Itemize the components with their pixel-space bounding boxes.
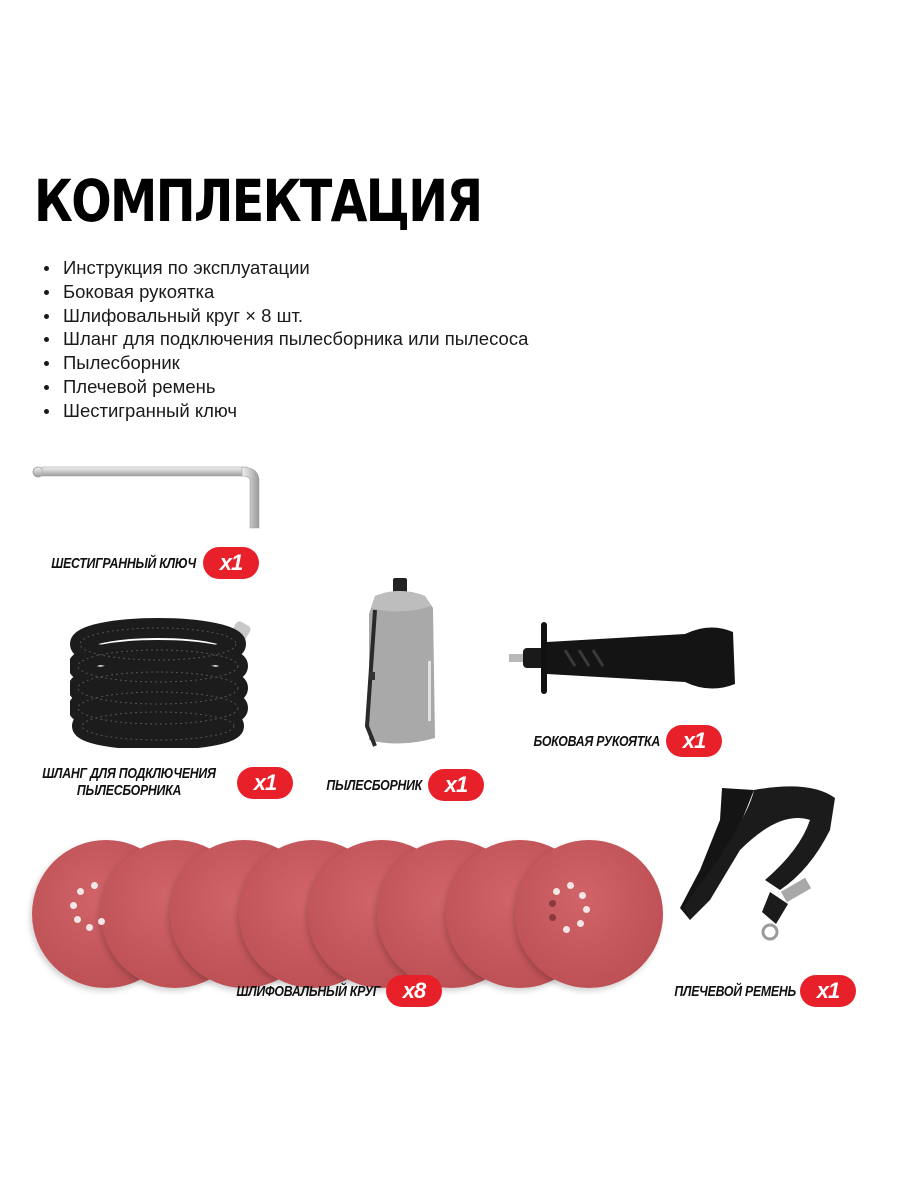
disc-holes: [32, 840, 180, 988]
list-item: Шлифовальный круг × 8 шт.: [40, 304, 528, 328]
sanding-disc-label: ШЛИФОВАЛЬНЫЙ КРУГ: [236, 983, 380, 1000]
shoulder-strap-label: ПЛЕЧЕВОЙ РЕМЕНЬ: [674, 983, 796, 1000]
hose-label: [41, 765, 216, 799]
hose-qty-badge: x1: [237, 767, 293, 799]
dust-bag-label: ПЫЛЕСБОРНИК: [326, 777, 422, 794]
sanding-disc-qty-badge: x8: [386, 975, 442, 1007]
list-item: Пылесборник: [40, 351, 528, 375]
shoulder-strap-qty-badge: x1: [800, 975, 856, 1007]
dust-bag-image: [355, 576, 445, 751]
list-item: Инструкция по эксплуатации: [40, 256, 528, 280]
list-item: Шланг для подключения пылесборника или пылесоса: [40, 327, 528, 351]
hose-image: [70, 618, 270, 748]
hose-label-line2: ПЫЛЕСБОРНИКА: [76, 782, 182, 799]
hex-key-label: ШЕСТИГРАННЫЙ КЛЮЧ: [51, 555, 197, 572]
hose-label-line1: ШЛАНГ ДЛЯ ПОДКЛЮЧЕНИЯ: [42, 765, 216, 782]
dust-bag-qty-badge: x1: [428, 769, 484, 801]
side-handle-label: БОКОВАЯ РУКОЯТКА: [533, 733, 660, 750]
side-handle-image: [505, 610, 745, 705]
page-title: КОМПЛЕКТАЦИЯ: [34, 167, 482, 235]
shoulder-strap-image: [670, 780, 850, 950]
contents-list: [40, 256, 528, 423]
list-item: Шестигранный ключ: [40, 399, 528, 423]
sanding-discs-image: [32, 840, 632, 990]
hex-key-qty-badge: x1: [203, 547, 259, 579]
list-item: Боковая рукоятка: [40, 280, 528, 304]
hex-key-image: [30, 460, 270, 532]
disc-holes: [515, 840, 663, 988]
list-item: Плечевой ремень: [40, 375, 528, 399]
side-handle-qty-badge: x1: [666, 725, 722, 757]
